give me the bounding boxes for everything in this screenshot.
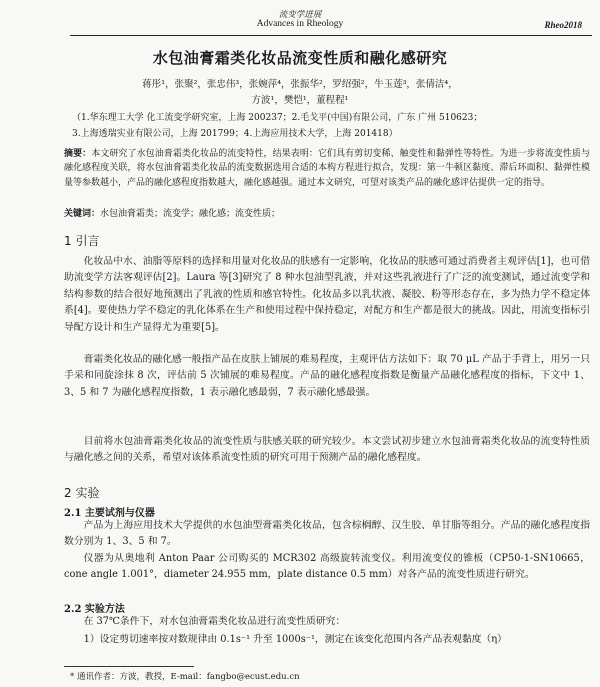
paper-title: 水包油膏霜类化妆品流变性质和融化感研究 <box>152 49 448 67</box>
instrument-paragraph: 仪器为从奥地利 Anton Paar 公司购买的 MCR302 高级旋转流变仪。利用流变仪的锥板（CP50-1-SN10665，cone angle 1.001°，diameter 24.955 mm，plate distance 0.5 mm）对各产品的流变性质进行研究。 <box>64 553 590 581</box>
section-heading-experiment: 2 实验 <box>64 486 100 500</box>
authors-line-2: 方波¹，樊恺¹，董程程¹ <box>251 95 349 106</box>
materials-paragraph: 产品为上海应用技术大学提供的水包油型膏霜类化妆品，包含棕榈醇、汉生胶、单甘脂等组分。产品的融化感程度指数分别为 1、3、5 和 7。 <box>64 520 590 548</box>
footnote: * 通讯作者：方波，教授，E-mail：fangbo@ecust.edu.cn <box>70 672 300 682</box>
intro-paragraph-3: 目前将水包油膏霜类化妆品的流变性质与肤感关联的研究较少。本文尝试初步建立水包油膏霜类化妆品的流变特性质与融化感之间的关系，希望对该体系流变性质的研究可用于预测产品的融化感程度。 <box>64 436 590 464</box>
footnote-rule <box>64 666 194 667</box>
affiliation-line-2: 3.上海透瑞实业有限公司，上海 201799；4.上海应用技术大学，上海 201418） <box>72 129 398 139</box>
abstract-text: 本文研究了水包油膏霜类化妆品的流变特性，结果表明：它们具有剪切变稀、触变性和黏弹性等特性。为进一步将流变性质与融化感程度关联，将水包油膏霜类化妆品的流变数据选用合适的本构方程进行拟合，发现：第一牛顿区黏度、滞后环面积、黏弹性模量等参数越小，产品的融化感程度指数越大，融化感越强。通过本文研究，可望对该类产品的融化感评估提供一定的指导。 <box>64 149 590 188</box>
abstract <box>64 147 590 190</box>
method-step-1: 1）设定剪切速率按对数规律由 0.1s⁻¹ 升至 1000s⁻¹，测定在该变化范围内各产品表观黏度（η） <box>83 634 507 645</box>
header-rule <box>70 35 592 36</box>
conference-mark: Rheo2018 <box>544 20 582 30</box>
affiliation-line-1: （1.华东理工大学 化工流变学研究室，上海 200237；2.毛戈平(中国)有限公司，广东 广州 510623； <box>72 113 483 123</box>
keywords-text: 水包油膏霜类；流变学；融化感；流变性质； <box>100 209 281 219</box>
subsection-heading-methods: 2.2 实验方法 <box>64 604 125 615</box>
keywords-label: 关键词： <box>64 209 101 219</box>
authors-line-1: 蒋彤¹，张聚²，张忠伟³，张婉萍⁴，张振华²，罗绍强²，牛玉莲³，张倩洁⁴， <box>142 79 458 90</box>
abstract-label: 摘要： <box>64 149 92 159</box>
journal-name-en: Advances in Rheology <box>256 19 344 29</box>
intro-paragraph-1: 化妆品中水、油脂等原料的选择和用量对化妆品的肤感有一定影响，化妆品的肤感可通过消费者主观评估[1]，也可借助流变学方法客观评估[2]。Laura 等[3]研究了 8 种水包油型乳液，并对这些乳液进行了广泛的流变测试，通过流变学和结构参数的结合很好地预测出了乳液的性质和感官特性。化妆品多以乳状液、凝胶、粉等形态存在，多为热力学不稳定体系[4]。要使热力学不稳定的乳化体系在生产和使用过程中保持稳定，对配方和生产都是很大的挑战。因此，用流变指标引导配方设计和生产显得尤为重要[5]。 <box>64 256 590 333</box>
subsection-heading-materials: 2.1 主要试剂与仪器 <box>64 508 155 519</box>
keywords <box>64 206 280 219</box>
journal-name-cn: 流变学进展 <box>278 10 322 20</box>
methods-paragraph: 在 37℃条件下，对水包油膏霜类化妆品进行流变性质研究： <box>83 616 346 627</box>
running-header <box>0 6 600 40</box>
section-heading-introduction: 1 引言 <box>64 234 100 248</box>
intro-paragraph-2: 膏霜类化妆品的融化感一般指产品在皮肤上铺展的难易程度，主观评估方法如下：取 70 μL 产品于手背上，用另一只手采和同旋涂抹 8 次，评估前 5 次铺展的难易程度。产品的融化感程度指数是衡量产品融化感程度的指标，下文中 1、3、5 和 7 为融化感程度指数，1 表示融化感最弱，7 表示融化感最强。 <box>64 354 590 398</box>
